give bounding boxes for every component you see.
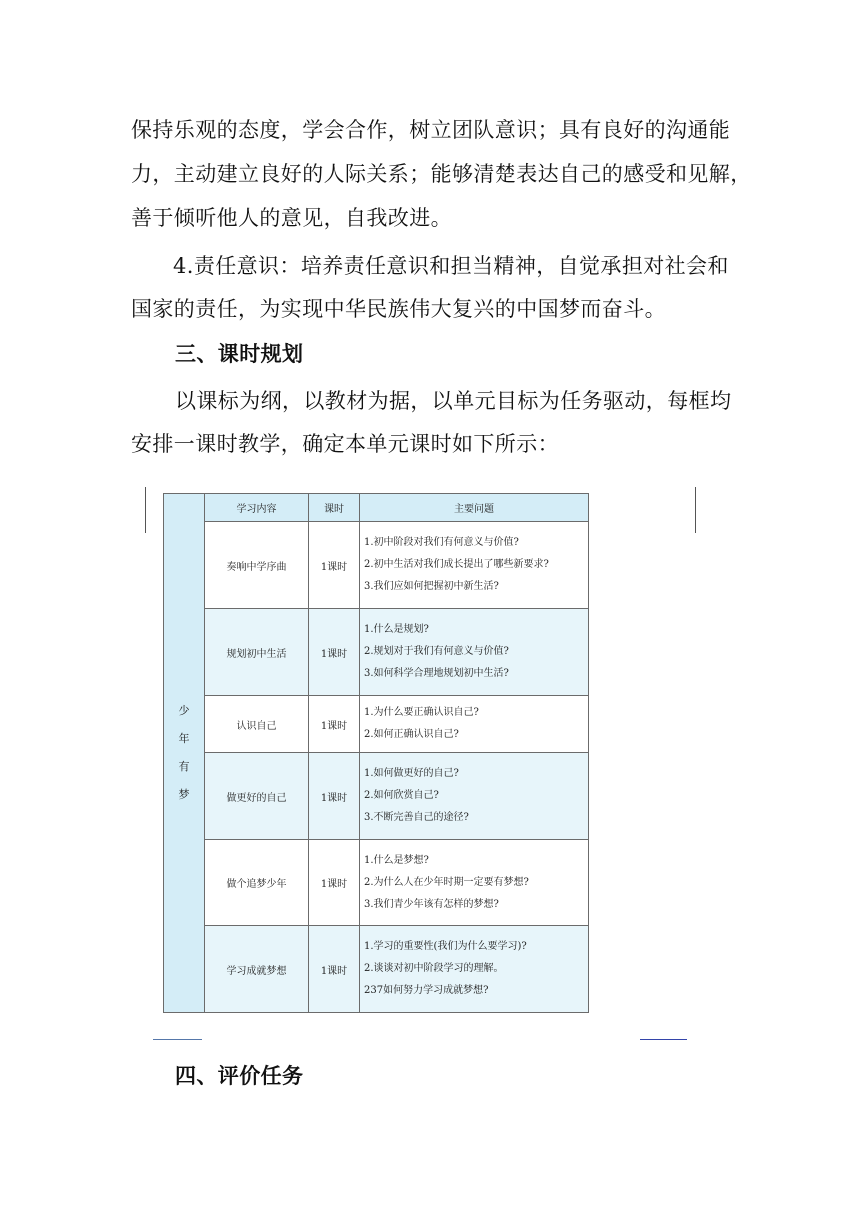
text-line: 以课标为纲，以教材为据，以单元目标为任务驱动，每框均 <box>175 389 732 413</box>
question-item: 3.我们应如何把握初中新生活? <box>364 581 499 592</box>
lesson-questions-cell <box>360 609 589 696</box>
lesson-hours-cell: 1课时 <box>309 840 360 926</box>
text-line: 保持乐观的态度，学会合作，树立团队意识；具有良好的沟通能 <box>131 118 731 142</box>
question-item: 3.如何科学合理地规划初中生活? <box>364 668 509 679</box>
column-header-content: 学习内容 <box>205 494 309 522</box>
question-item: 2.如何正确认识自己? <box>364 729 459 740</box>
question-item: 1.什么是规划? <box>364 624 429 635</box>
underline-mark-left <box>153 1039 202 1040</box>
unit-title-cell <box>164 494 205 1013</box>
question-item: 1.什么是梦想? <box>364 854 429 866</box>
question-item: 2.谈谈对初中阶段学习的理解。 <box>364 963 504 974</box>
text-line: 力，主动建立良好的人际关系；能够清楚表达自己的感受和见解， <box>131 162 752 186</box>
lesson-questions-cell <box>360 840 589 926</box>
frame-mark-left <box>145 487 146 533</box>
question-item: 3.我们青少年该有怎样的梦想? <box>364 898 499 910</box>
lesson-hours-cell: 1课时 <box>309 696 360 753</box>
column-header-questions: 主要问题 <box>360 494 589 522</box>
lesson-hours-cell: 1课时 <box>309 753 360 840</box>
lesson-content-cell: 认识自己 <box>205 696 309 753</box>
table-row <box>164 522 589 609</box>
unit-title-char: 梦 <box>178 788 190 801</box>
question-item: 1.初中阶段对我们有何意义与价值? <box>364 537 519 548</box>
table-header-row <box>164 494 589 522</box>
lesson-hours-cell: 1课时 <box>309 926 360 1013</box>
question-item: 2.为什么人在少年时期一定要有梦想? <box>364 876 529 888</box>
lesson-plan-table <box>163 493 589 1013</box>
lesson-questions-cell <box>360 753 589 840</box>
lesson-content-cell: 奏响中学序曲 <box>205 522 309 609</box>
lesson-questions-cell <box>360 522 589 609</box>
lesson-content-cell: 学习成就梦想 <box>205 926 309 1013</box>
text-line: 善于倾听他人的意见，自我改进。 <box>131 206 452 230</box>
question-item: 1.如何做更好的自己? <box>364 768 459 779</box>
lesson-content-cell: 做更好的自己 <box>205 753 309 840</box>
question-item: 2.初中生活对我们成长提出了哪些新要求? <box>364 559 549 570</box>
lesson-hours-cell: 1课时 <box>309 609 360 696</box>
section-heading-lesson-plan: 三、课时规划 <box>175 342 304 366</box>
lesson-questions-cell <box>360 926 589 1013</box>
table-row <box>164 840 589 926</box>
table-row <box>164 609 589 696</box>
lesson-questions-cell <box>360 696 589 753</box>
lesson-content-cell: 做个追梦少年 <box>205 840 309 926</box>
lesson-hours-cell: 1课时 <box>309 522 360 609</box>
unit-title-char: 有 <box>178 760 190 773</box>
question-item: 1.为什么要正确认识自己? <box>364 707 479 718</box>
section-heading-evaluation: 四、评价任务 <box>175 1064 304 1088</box>
lesson-content-cell: 规划初中生活 <box>205 609 309 696</box>
question-item: 237如何努力学习成就梦想? <box>364 985 489 996</box>
text-line: 安排一课时教学，确定本单元课时如下所示： <box>131 432 559 456</box>
question-item: 2.规划对于我们有何意义与价值? <box>364 646 509 657</box>
table-row <box>164 926 589 1013</box>
unit-title-char: 少 <box>178 704 190 717</box>
question-item: 3.不断完善自己的途径? <box>364 812 469 823</box>
table-row <box>164 753 589 840</box>
underline-mark-right <box>640 1039 687 1040</box>
text-line: 4.责任意识：培养责任意识和担当精神，自觉承担对社会和 <box>173 254 729 278</box>
unit-title-char: 年 <box>178 732 190 745</box>
question-item: 1.学习的重要性(我们为什么要学习)? <box>364 941 527 952</box>
text-line: 国家的责任，为实现中华民族伟大复兴的中国梦而奋斗。 <box>131 297 666 321</box>
question-item: 2.如何欣赏自己? <box>364 790 439 801</box>
table-row <box>164 696 589 753</box>
column-header-hours: 课时 <box>309 494 360 522</box>
frame-mark-right <box>695 487 696 533</box>
